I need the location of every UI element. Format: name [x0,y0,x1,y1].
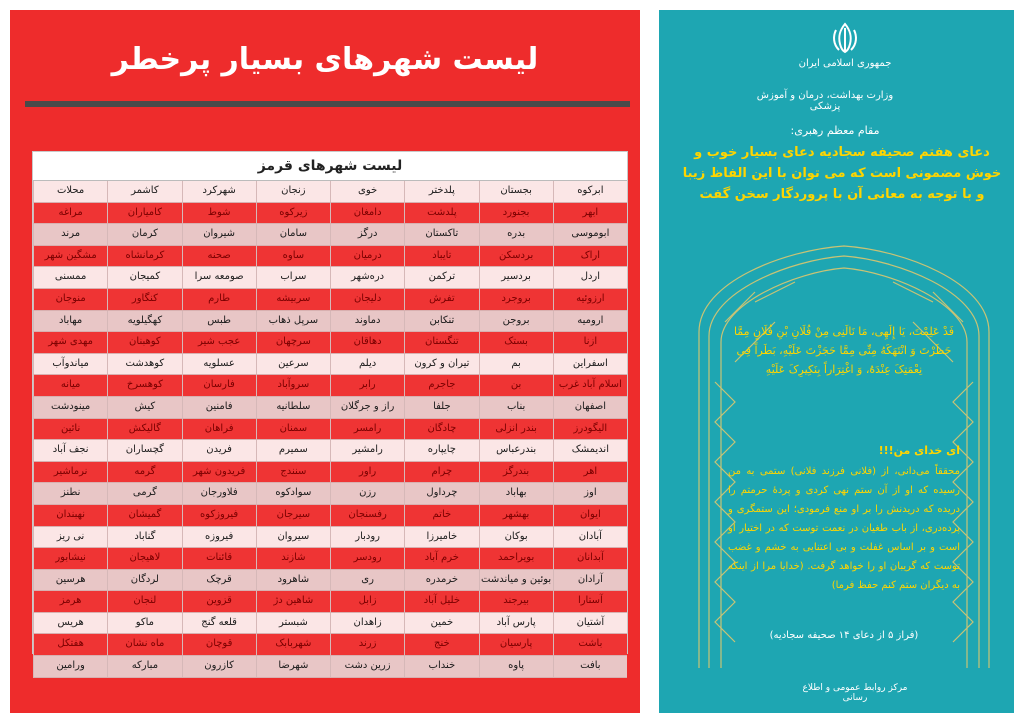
city-cell: سربیشه [256,289,330,310]
city-cell: کهگیلویه [107,311,181,332]
city-cell: بهشهر [479,505,553,526]
city-cell: آبادان [553,527,627,548]
city-cell: رفسنجان [330,505,404,526]
city-cell: خرمدره [404,570,478,591]
city-cell: سیرجان [256,505,330,526]
city-cell: دیلم [330,354,404,375]
city-cell: فیروزکوه [182,505,256,526]
city-cell: چرام [404,462,478,483]
city-cell: تایباد [404,246,478,267]
city-cell: دره‌شهر [330,267,404,288]
city-cell: میانه [33,375,107,396]
city-cell: کوهسرخ [107,375,181,396]
gov-line-2: وزارت بهداشت، درمان و آموزش پزشکی [756,90,894,112]
city-cell: کیش [107,397,181,418]
city-cell: نیشابور [33,548,107,569]
city-cell: کمیجان [107,267,181,288]
title-underline [25,101,630,107]
city-cell: کازرون [182,656,256,677]
city-cell: آرادان [553,570,627,591]
city-cell: ممسنی [33,267,107,288]
city-cell: ری [330,570,404,591]
city-cell: نرماشیر [33,462,107,483]
city-cell: کرمانشاه [107,246,181,267]
city-cell: لردگان [107,570,181,591]
city-cell: دماوند [330,311,404,332]
city-cell: گناباد [107,527,181,548]
city-cell: کرمان [107,224,181,245]
table-title: لیست شهرهای قرمز [33,152,627,181]
footer-credit: مرکز روابط عمومی و اطلاع رسانی [802,683,908,703]
city-cell: ایوان [553,505,627,526]
city-cell: نی ریز [33,527,107,548]
city-cell: نهبندان [33,505,107,526]
table-row [33,375,627,397]
city-cell: عجب شیر [182,332,256,353]
table-row [33,483,627,505]
table-row [33,656,627,678]
table-row [33,267,627,289]
city-cell: ساوه [256,246,330,267]
city-cell: هریس [33,613,107,634]
city-cell: سرپل ذهاب [256,311,330,332]
city-cell: گالیکش [107,419,181,440]
table-row [33,570,627,592]
city-cell: بن [479,375,553,396]
city-cell: آبدانان [553,548,627,569]
city-cell: تیران و کرون [404,354,478,375]
city-cell: مرند [33,224,107,245]
city-cell: چادگان [404,419,478,440]
city-cell: قائنات [182,548,256,569]
city-cell: خنداب [404,656,478,677]
city-cell: رزن [330,483,404,504]
city-cell: اصفهان [553,397,627,418]
city-cell: سامان [256,224,330,245]
city-cell: شاهرود [256,570,330,591]
city-cell: شیروان [182,224,256,245]
city-cell: طبس [182,311,256,332]
city-cell: چایپاره [404,440,478,461]
city-cell: اسلام آباد غرب [553,375,627,396]
city-cell: صحنه [182,246,256,267]
table-row [33,311,627,333]
city-cell: ماکو [107,613,181,634]
table-row [33,419,627,441]
city-cell: زیرکوه [256,203,330,224]
city-cell: سرچهان [256,332,330,353]
city-cell: سراب [256,267,330,288]
city-cell: سلطانیه [256,397,330,418]
city-cell: بروجرد [479,289,553,310]
city-cell: رودبار [330,527,404,548]
city-cell: قوچان [182,634,256,655]
city-cell: فراهان [182,419,256,440]
city-cell: بویراحمد [479,548,553,569]
city-cell: هرمز [33,591,107,612]
city-cell: قلعه گنج [182,613,256,634]
city-cell: راز و جرگلان [330,397,404,418]
city-cell: کوهدشت [107,354,181,375]
city-cell: شوط [182,203,256,224]
table-row [33,332,627,354]
city-cell: خاتم [404,505,478,526]
city-cell: مشگین شهر [33,246,107,267]
city-cell: کامیاران [107,203,181,224]
table-row [33,505,627,527]
city-cell: دامغان [330,203,404,224]
quote-lead: مقام معظم رهبری: [790,124,880,137]
city-cell: صومعه سرا [182,267,256,288]
table-row [33,203,627,225]
city-cell: مراغه [33,203,107,224]
city-cell: شهرکرد [182,181,256,202]
city-cell: اراک [553,246,627,267]
city-cell: فارسان [182,375,256,396]
city-cell: درمیان [330,246,404,267]
city-cell: دهاقان [330,332,404,353]
table-row [33,181,627,203]
table-row [33,246,627,268]
city-cell: سیروان [256,527,330,548]
city-cell: خامیرزا [404,527,478,548]
city-cell: زاهدان [330,613,404,634]
city-cell: لاهیجان [107,548,181,569]
city-cell: بافت [553,656,627,677]
city-cell: زرین دشت [330,656,404,677]
city-cell: اردل [553,267,627,288]
city-cell: مهاباد [33,311,107,332]
city-cell: پارسیان [479,634,553,655]
city-cell: بندر انزلی [479,419,553,440]
city-cell: نطنز [33,483,107,504]
city-cell: عسلویه [182,354,256,375]
city-cell: سوادکوه [256,483,330,504]
iran-emblem-icon [830,22,860,54]
table-row [33,591,627,613]
city-cell: فریدن [182,440,256,461]
table-row [33,289,627,311]
table-row [33,397,627,419]
city-cell: بردسکن [479,246,553,267]
city-cell: فامنین [182,397,256,418]
city-cell: فلاورجان [182,483,256,504]
city-cell: سمیرم [256,440,330,461]
city-cell: بوکان [479,527,553,548]
city-cell: قزوین [182,591,256,612]
city-cell: تفرش [404,289,478,310]
city-cell: شبستر [256,613,330,634]
city-cell: گرمه [107,462,181,483]
city-cell: مهدی شهر [33,332,107,353]
city-cell: ابهر [553,203,627,224]
arabic-prayer-text: فَدْ عَلِمْتَ، یَا إِلَهِی، مَا نَالَنِی مِنْ فُلَانِ بْنِ فُلَانٍ مِمَّا حَظَرْتَ وَ انْتَهَکَهُ مِنِّی مِمَّا حَجَزْتَ عَلَیْهِ، بَطَراً فِی نِعْمَتِکَ عِنْدَهُ، وَ اغْتِرَاراً بِنَکِیرِکَ عَلَیْهِ [733,325,955,376]
city-cell: شازند [256,548,330,569]
city-cell: اهر [553,462,627,483]
city-cell: رودسر [330,548,404,569]
gov-line-1: جمهوری اسلامی ایران [798,58,892,69]
city-cell: نائین [33,419,107,440]
city-cell: بدره [479,224,553,245]
city-cell: بجنورد [479,203,553,224]
city-cell: ماه نشان [107,634,181,655]
city-cell: آشتیان [553,613,627,634]
city-cell: باشت [553,634,627,655]
city-cell: بندرگز [479,462,553,483]
city-cell: هرسین [33,570,107,591]
table-row [33,634,627,656]
city-cell: ترکمن [404,267,478,288]
red-cities-table [32,151,628,672]
prayer-translation: محققاً می‌دانی، از (فلانی فرزند فلانی) ستمی به من رسیده که او از آن ستم نهی کردی و پردۀ حرمتم را دریده که دریدنش را بر او منع فرمودی؛ این ستمگری و پرده‌دری، از باب طغیان در نعمت توست که در اختیار او است و بر اساس غفلت و بی اعتنایی به خشم و غضب توست که گریبان او را خواهد گرفت. (خدایا مرا از اینکه به دیگران ستم کنم حفظ فرما) [728,466,960,591]
city-cell: بستک [479,332,553,353]
page-title: لیست شهرهای بسیار پرخطر [111,42,539,77]
table-row [33,224,627,246]
city-cell: خمین [404,613,478,634]
city-cell: پلدختر [404,181,478,202]
city-cell: تنکابن [404,311,478,332]
city-cell: بروجن [479,311,553,332]
city-cell: کوهبنان [107,332,181,353]
city-cell: مبارکه [107,656,181,677]
city-cell: زنجان [256,181,330,202]
city-cell: کاشمر [107,181,181,202]
city-cell: زابل [330,591,404,612]
city-cell: خلیل آباد [404,591,478,612]
city-cell: پلدشت [404,203,478,224]
city-cell: قرچک [182,570,256,591]
city-cell: ارومیه [553,311,627,332]
city-cell: خوی [330,181,404,202]
city-cell: چرداول [404,483,478,504]
city-cell: فریدون شهر [182,462,256,483]
table-row [33,354,627,376]
city-cell: جاجرم [404,375,478,396]
city-cell: میاندوآب [33,354,107,375]
city-cell: ورامین [33,656,107,677]
city-cell: بجستان [479,181,553,202]
city-cell: رابر [330,375,404,396]
city-cell: گمیشان [107,505,181,526]
table-row [33,440,627,462]
leader-quote: دعای هفتم صحیفه سجادیه دعای بسیار خوب و خوش مضمونی است که می توان با این الفاظ زیبا و با توجه به معانی آن با پروردگار سخن گفت [682,145,1002,202]
prayer-source: (فراز ۵ از دعای ۱۴ صحیفه سجادیه) [769,630,919,641]
city-cell: درگز [330,224,404,245]
city-cell: ابرکوه [553,181,627,202]
city-cell: سنندج [256,462,330,483]
city-cell: منوجان [33,289,107,310]
city-cell: بوئین و میاندشت [479,570,553,591]
table-row [33,613,627,635]
city-cell: کنگاور [107,289,181,310]
city-cell: ارزوئیه [553,289,627,310]
city-cell: آستارا [553,591,627,612]
city-cell: زرند [330,634,404,655]
city-cell: بناب [479,397,553,418]
city-cell: شاهین دژ [256,591,330,612]
city-cell: تاکستان [404,224,478,245]
city-cell: محلات [33,181,107,202]
prayer-heading: ای خدای من!!! [878,444,960,457]
city-cell: هفتکل [33,634,107,655]
city-cell: الیگودرز [553,419,627,440]
city-cell: اسفراین [553,354,627,375]
city-cell: طارم [182,289,256,310]
city-cell: شهربابک [256,634,330,655]
city-cell: سرعین [256,354,330,375]
city-cell: راور [330,462,404,483]
city-cell: سمنان [256,419,330,440]
city-cell: لنجان [107,591,181,612]
city-cell: بندرعباس [479,440,553,461]
city-cell: مینودشت [33,397,107,418]
city-cell: اندیمشک [553,440,627,461]
city-cell: بیرجند [479,591,553,612]
city-cell: خرم آباد [404,548,478,569]
city-cell: گچساران [107,440,181,461]
city-cell: اوز [553,483,627,504]
table-body [33,181,627,678]
city-cell: خنج [404,634,478,655]
city-cell: بم [479,354,553,375]
city-cell: گرمی [107,483,181,504]
city-cell: نجف آباد [33,440,107,461]
city-cell: پاوه [479,656,553,677]
city-cell: پارس آباد [479,613,553,634]
city-cell: رامشیر [330,440,404,461]
table-row [33,548,627,570]
city-cell: ازنا [553,332,627,353]
table-row [33,462,627,484]
city-cell: دلیجان [330,289,404,310]
city-cell: ابوموسی [553,224,627,245]
city-cell: جلفا [404,397,478,418]
city-cell: بهاباد [479,483,553,504]
city-cell: شهرضا [256,656,330,677]
city-cell: تنگستان [404,332,478,353]
table-row [33,527,627,549]
city-cell: رامسر [330,419,404,440]
city-cell: فیروزه [182,527,256,548]
city-cell: بردسیر [479,267,553,288]
city-cell: سروآباد [256,375,330,396]
